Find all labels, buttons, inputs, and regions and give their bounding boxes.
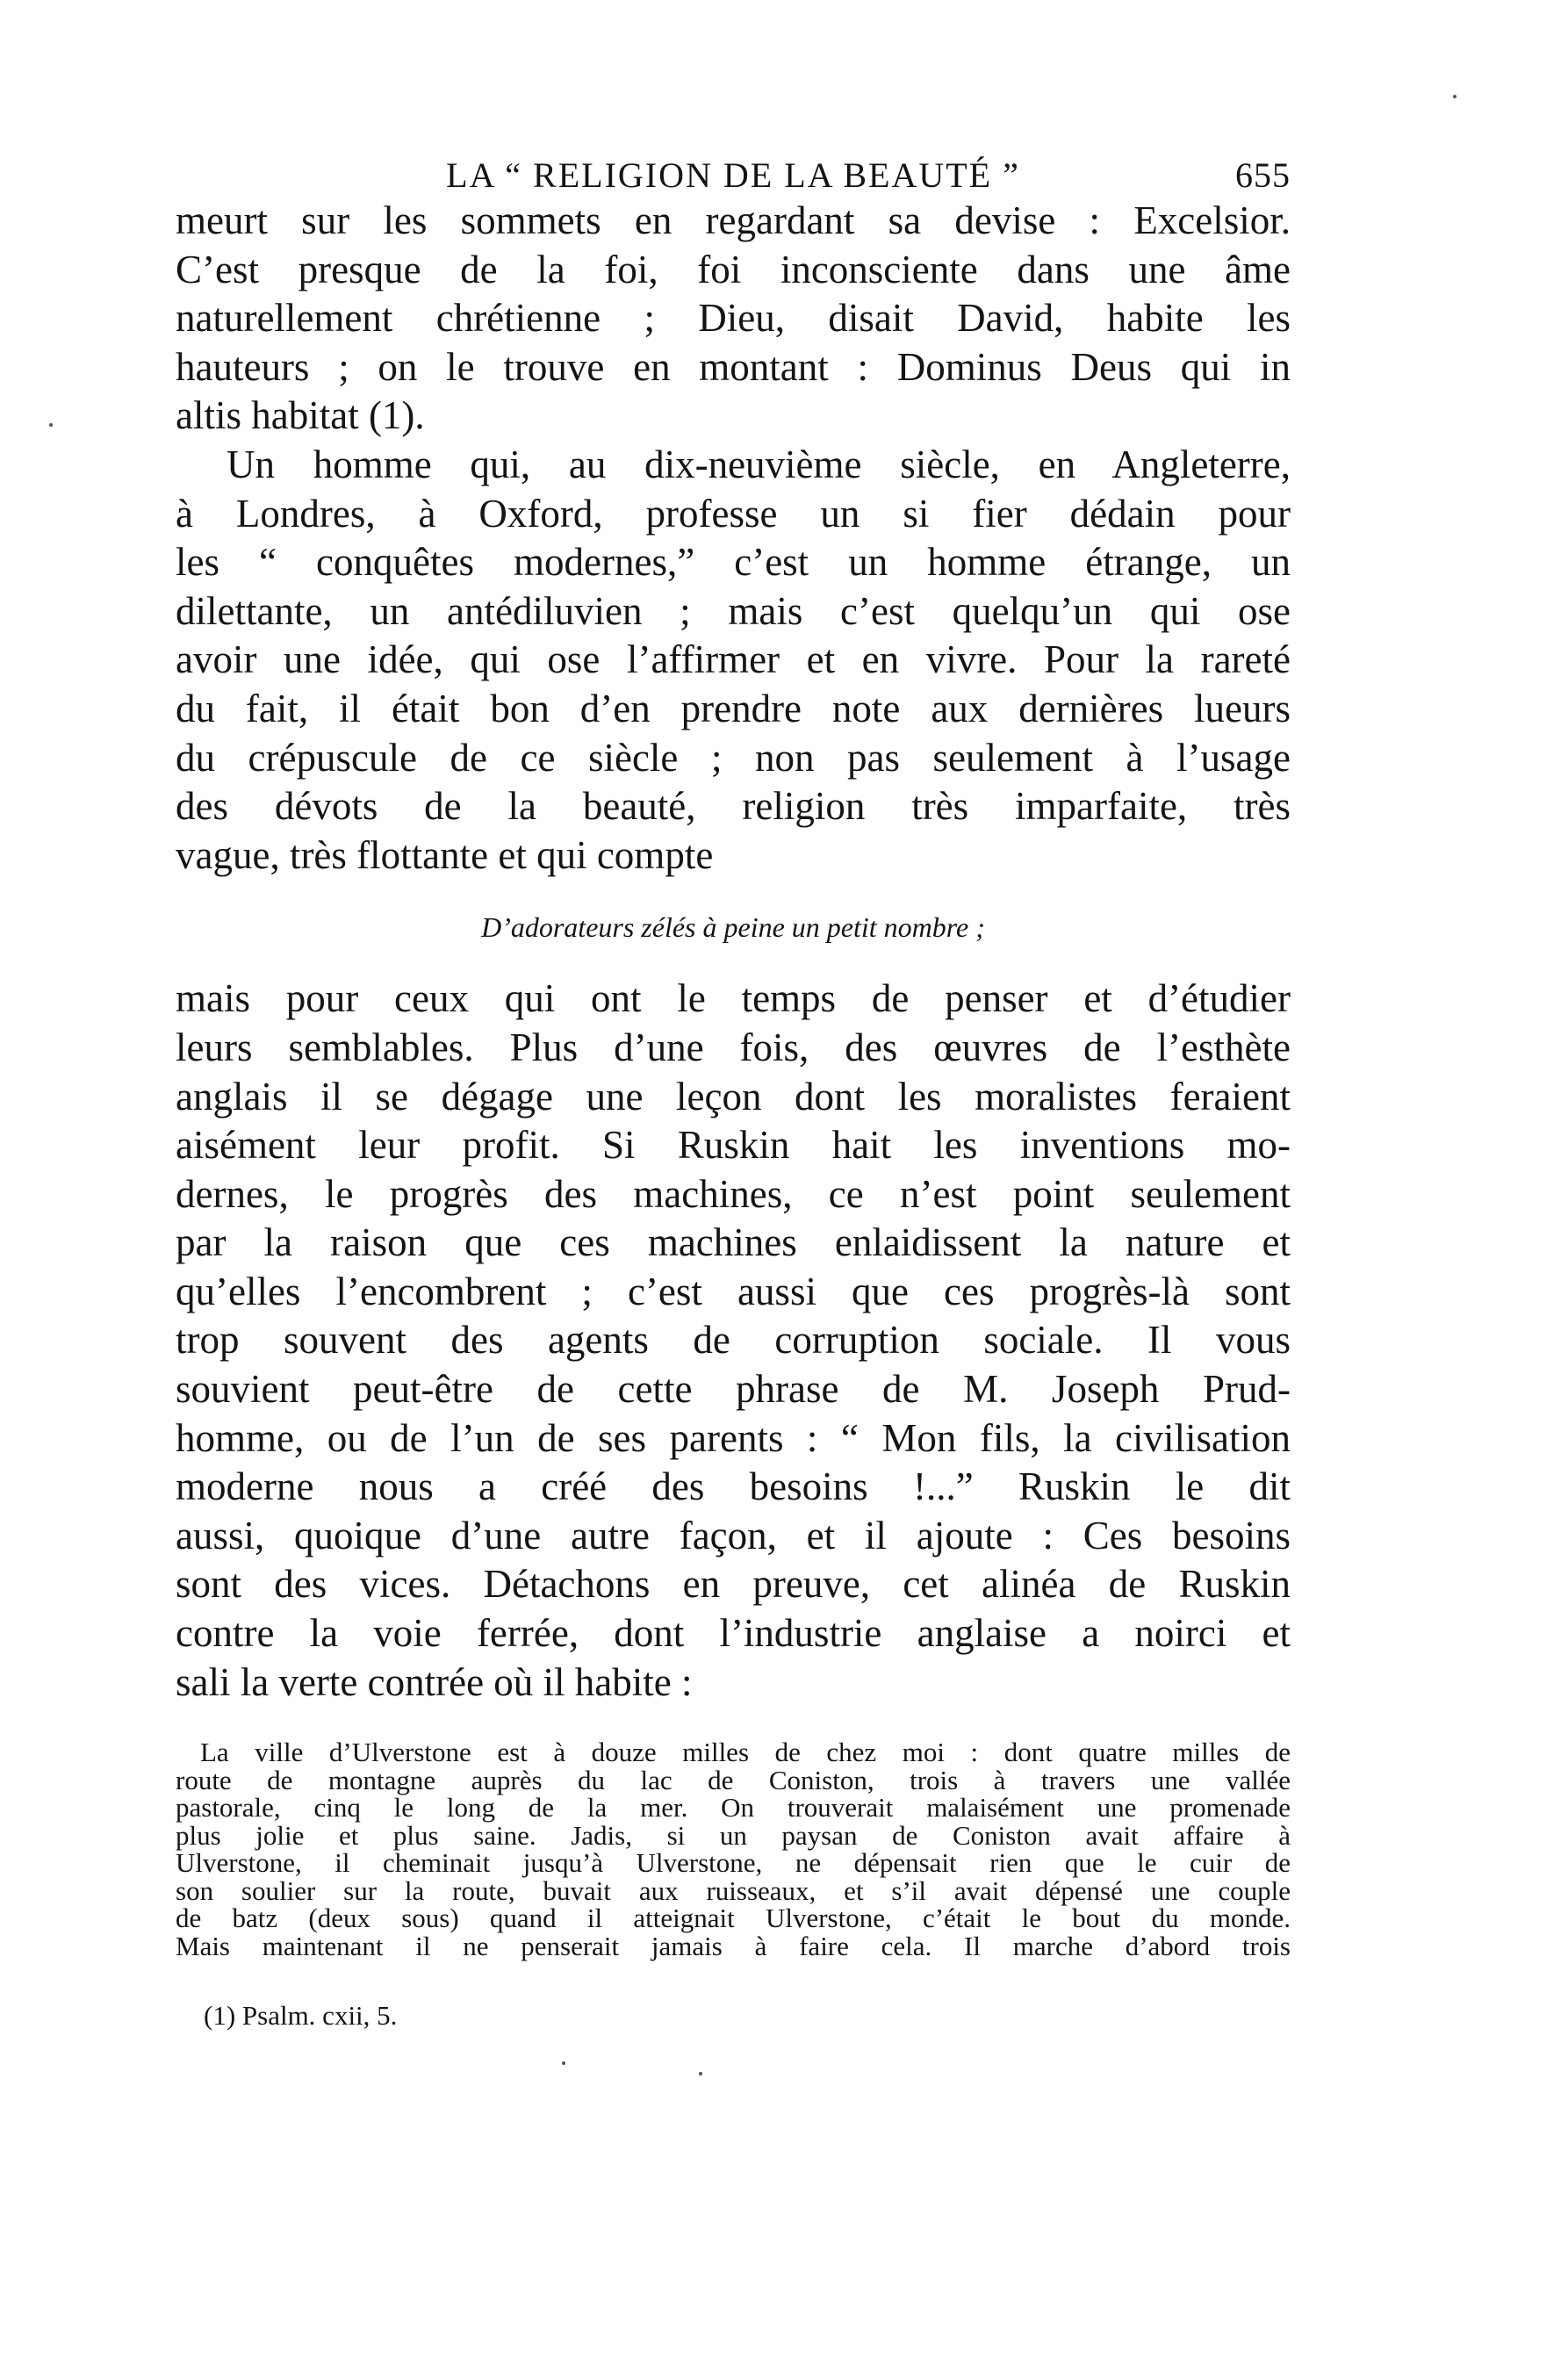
text-line: du crépuscule de ce siècle ; non pas seulement à l’usage [176,735,1291,780]
text-line: par la raison que ces machines enlaidissent la nature et [176,1220,1291,1265]
extract-line: route de montagne auprès du lac de Coniston, trois à travers une vallée [176,1764,1291,1795]
text-line: homme, ou de l’un de ses parents : “ Mon fils, la civilisation [176,1415,1291,1460]
text-line: trop souvent des agents de corruption sociale. Il vous [176,1318,1291,1363]
text-line: sont des vices. Détachons en preuve, cet alinéa de Ruskin [176,1562,1291,1607]
text-line: du fait, il était bon d’en prendre note aux dernières lueurs [176,686,1291,730]
extract-line: pastorale, cinq le long de la mer. On trouverait malaisément une promenade [176,1792,1291,1824]
running-header [176,140,1291,193]
extract-line: Mais maintenant il ne penserait jamais à faire cela. Il marche d’abord trois [176,1930,1291,1961]
text-line: dernes, le progrès des machines, ce n’est point seulement [176,1171,1291,1216]
text-line: souvient peut-être de cette phrase de M. Joseph Prud- [176,1367,1291,1412]
specks [562,2061,565,2065]
text-line: contre la voie ferrée, dont l’industrie anglaise a noirci et [176,1611,1291,1656]
text-line: aisément leur profit. Si Ruskin hait les inventions mo- [176,1123,1291,1168]
text-line: naturellement chrétienne ; Dieu, disait David, habite les [176,296,1291,341]
text-line: leurs semblables. Plus d’une fois, des œuvres de l’esthète [176,1025,1291,1069]
verse-quote: D’adorateurs zélés à peine un petit nombre ; [481,911,985,944]
text-line: anglais il se dégage une leçon dont les moralistes feraient [176,1074,1291,1119]
body-text [176,197,1291,1707]
quoted-extract [176,1738,1291,1960]
text-line: à Londres, à Oxford, professe un si fier dédain pour [176,491,1291,536]
extract-line: son soulier sur la route, buvait aux ruisseaux, et s’il avait dépensé une couple [176,1874,1291,1906]
extract-line: La ville d’Ulverstone est à douze milles de chez moi : dont quatre milles de [200,1737,1291,1768]
text-line: hauteurs ; on le trouve en montant : Dominus Deus qui in [176,344,1291,389]
extract-line: plus jolie et plus saine. Jadis, si un paysan de Coniston avait affaire à [176,1819,1291,1851]
extract-line: de batz (deux sous) quand il atteignait Ulverstone, c’était le bout du monde. [176,1903,1291,1934]
text-line: C’est presque de la foi, foi inconsciente dans une âme [176,247,1291,291]
text-line: dilettante, un antédiluvien ; mais c’est quelqu’un qui ose [176,588,1291,633]
text-line: Un homme qui, au dix-neuvième siècle, en Angleterre, [227,442,1291,486]
text-line: des dévots de la beauté, religion très imparfaite, très [176,784,1291,829]
specks [1453,95,1457,98]
text-line: aussi, quoique d’une autre façon, et il ajoute : Ces besoins [176,1513,1291,1557]
page-number: 655 [1235,155,1291,195]
text-line: mais pour ceux qui ont le temps de penser et d’étudier [176,976,1291,1021]
text-line: meurt sur les sommets en regardant sa devise : Excelsior. [176,198,1291,242]
book-page [176,140,1291,2032]
text-line: qu’elles l’encombrent ; c’est aussi que ces progrès-là sont [176,1269,1291,1313]
footnote: (1) Psalm. cxii, 5. [204,2000,398,2032]
extract-line: Ulverstone, il cheminait jusqu’à Ulverstone, ne dépensait rien que le cuir de [176,1847,1291,1879]
text-line: avoir une idée, qui ose l’affirmer et en vivre. Pour la rareté [176,637,1291,682]
specks [699,2072,702,2075]
text-line: vague, très flottante et qui compte [176,832,714,877]
running-title: LA “ RELIGION DE LA BEAUTÉ ” [446,155,1020,195]
text-line: sali la verte contrée où il habite : [176,1659,693,1704]
text-line: moderne nous a créé des besoins !...” Ruskin le dit [176,1464,1291,1509]
specks [49,423,53,427]
text-line: altis habitat (1). [176,393,425,438]
text-line: les “ conquêtes modernes,” c’est un homme étrange, un [176,540,1291,585]
